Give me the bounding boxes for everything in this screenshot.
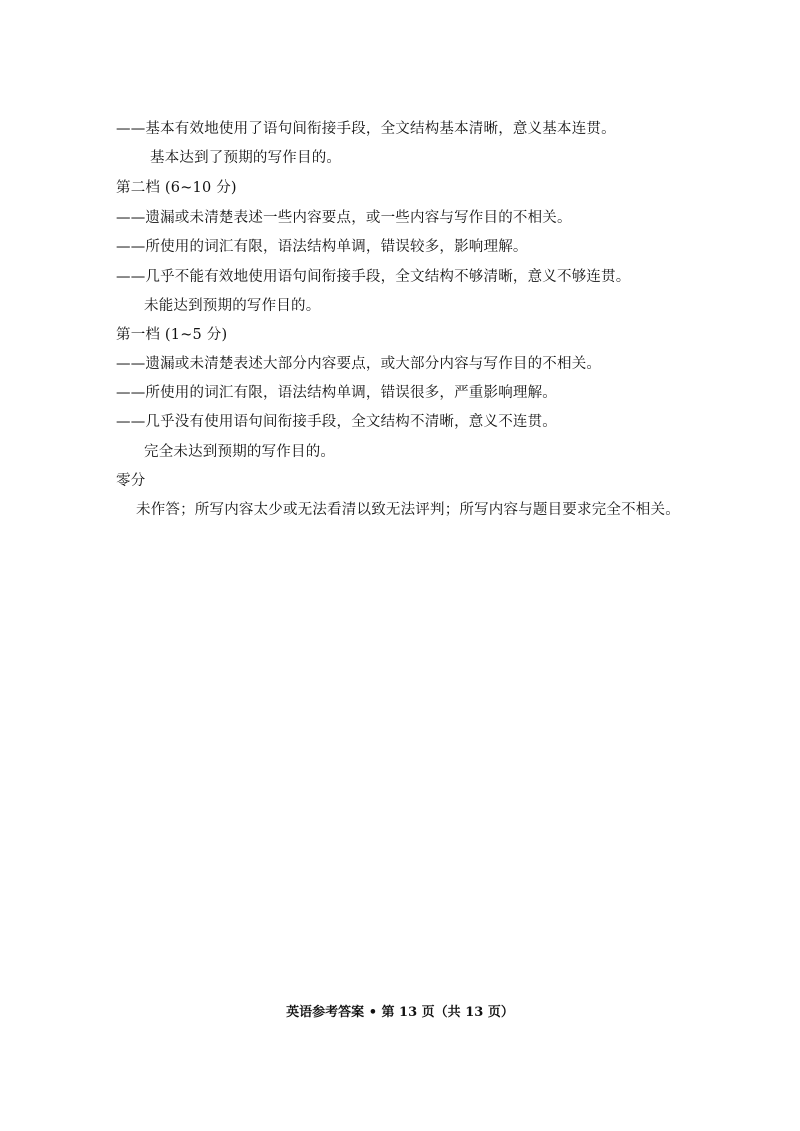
criterion-summary: 基本达到了预期的写作目的。 [150, 150, 342, 166]
criterion-line: ——几乎不能有效地使用语句间衔接手段，全文结构不够清晰，意义不够连贯。 [116, 269, 631, 285]
grade-heading: 第二档 (6~10 分) [116, 180, 237, 196]
criterion-line: ——所使用的词汇有限，语法结构单调，错误较多，影响理解。 [116, 239, 528, 255]
criterion-line: ——基本有效地使用了语句间衔接手段，全文结构基本清晰，意义基本连贯。 [116, 121, 616, 137]
criterion-summary: 未能达到预期的写作目的。 [144, 298, 321, 314]
criterion-line: ——遗漏或未清楚表述一些内容要点，或一些内容与写作目的不相关。 [116, 210, 572, 226]
grade-heading: 零分 [116, 473, 146, 489]
criterion-line: ——所使用的词汇有限，语法结构单调，错误很多，严重影响理解。 [116, 385, 557, 401]
criterion-line: 未作答；所写内容太少或无法看清以致无法评判；所写内容与题目要求完全不相关。 [136, 502, 680, 518]
criterion-line: ——遗漏或未清楚表述大部分内容要点，或大部分内容与写作目的不相关。 [116, 356, 602, 372]
criterion-summary: 完全未达到预期的写作目的。 [144, 444, 336, 460]
page-footer: 英语参考答案 • 第 13 页（共 13 页） [286, 1005, 514, 1020]
grade-heading: 第一档 (1~5 分) [116, 327, 228, 343]
criterion-line: ——几乎没有使用语句间衔接手段，全文结构不清晰，意义不连贯。 [116, 414, 557, 430]
